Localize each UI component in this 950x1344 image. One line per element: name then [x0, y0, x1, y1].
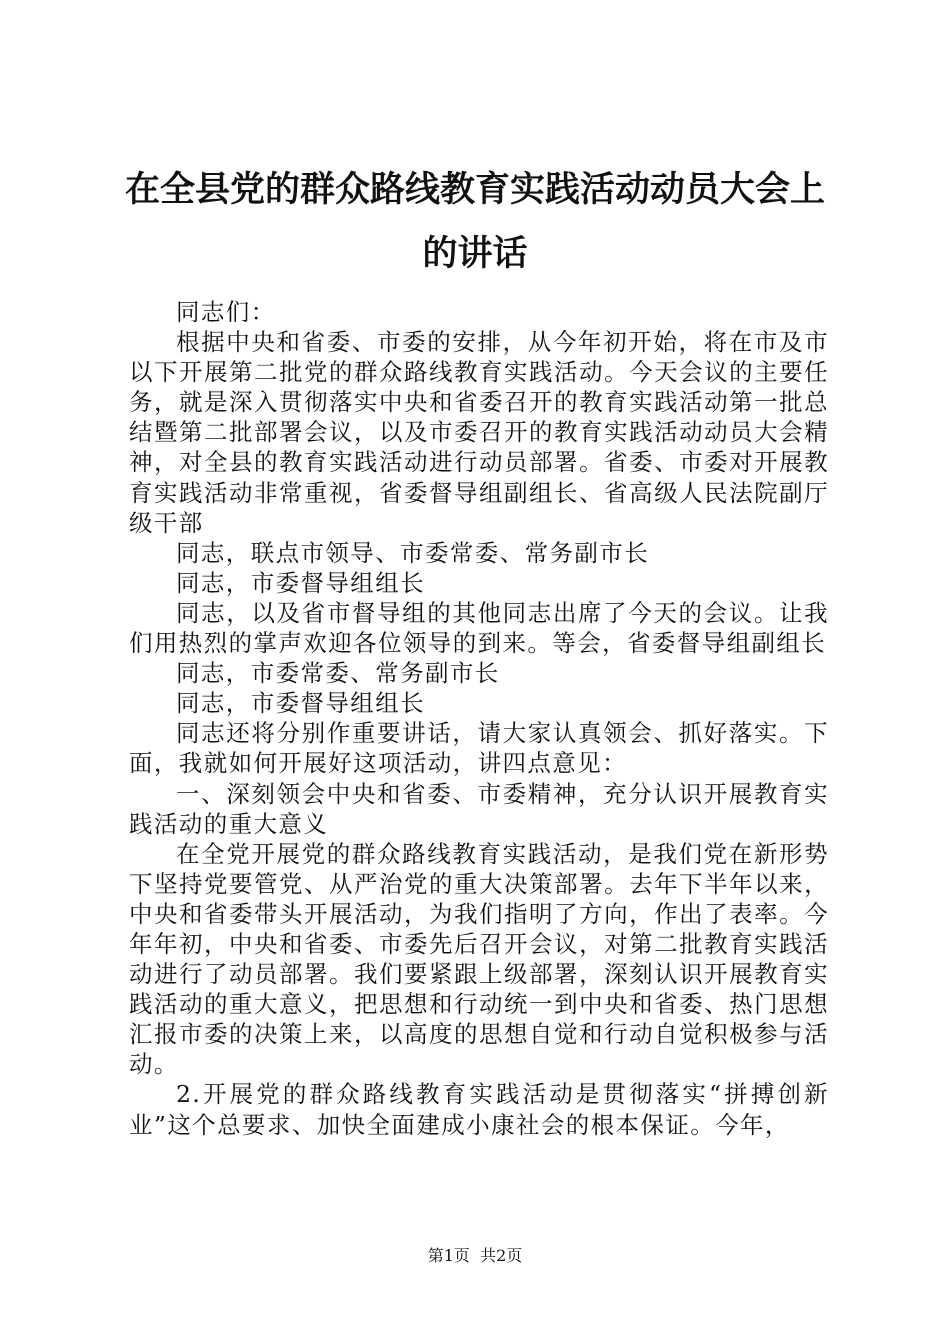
paragraph: 同志，联点市领导、市委常委、常务副市长 [176, 538, 650, 567]
paragraph: 同志，市委常委、常务副市长 [176, 659, 500, 688]
title-line-1: 在全县党的群众路线教育实践活动动员大会上 [124, 169, 825, 210]
paragraph: 同志还将分别作重要讲话，请大家认真领会、抓好落实。下面，我就如何开展好这项活动，讲四点意见： [129, 719, 829, 778]
paragraph-salutation: 同志们： [176, 298, 276, 326]
paragraph: 在全党开展党的群众路线教育实践活动，是我们党在新形势下坚持党要管党、从严治党的重大决策部署。去年下半年以来，中央和省委带头开展活动，为我们指明了方向，作出了表率。今年年初，中央和省委、市委先后召开会议，对第二批教育实践活动进行了动员部署。我们要紧跟上级部署，深刻认识开展教育实践活动的重大意义，把思想和行动统一到中央和省委、热门思想汇报市委的决策上来，以高度的思想自觉和行动自觉积极参与活动。 [129, 839, 829, 1079]
title-line-2: 的讲话 [422, 233, 528, 274]
paragraph: 同志，市委督导组组长 [176, 689, 425, 718]
paragraph: 根据中央和省委、市委的安排，从今年初开始，将在市及市以下开展第二批党的群众路线教育实践活动。今天会议的主要任务，就是深入贯彻落实中央和省委召开的教育实践活动第一批总结暨第二批部署会议，以及市委召开的教育实践活动动员大会精神，对全县的教育实践活动进行动员部署。省委、市委对开展教育实践活动非常重视，省委督导组副组长、省高级人民法院副厅级干部 [129, 328, 829, 537]
paragraph: 同志，市委督导组组长 [176, 568, 425, 597]
paragraph: 2.开展党的群众路线教育实践活动是贯彻落实“拼搏创新业”这个总要求、加快全面建成小康社会的根本保证。今年， [129, 1080, 829, 1139]
section-heading: 一、深刻领会中央和省委、市委精神，充分认识开展教育实践活动的重大意义 [129, 779, 829, 838]
page-footer [0, 1246, 950, 1266]
document-title [110, 158, 840, 286]
document-body [129, 297, 829, 1140]
page-number: 第1页 [427, 1246, 470, 1265]
page-total: 共2页 [480, 1246, 523, 1265]
paragraph: 同志，以及省市督导组的其他同志出席了今天的会议。让我们用热烈的掌声欢迎各位领导的到来。等会，省委督导组副组长 [129, 598, 829, 658]
